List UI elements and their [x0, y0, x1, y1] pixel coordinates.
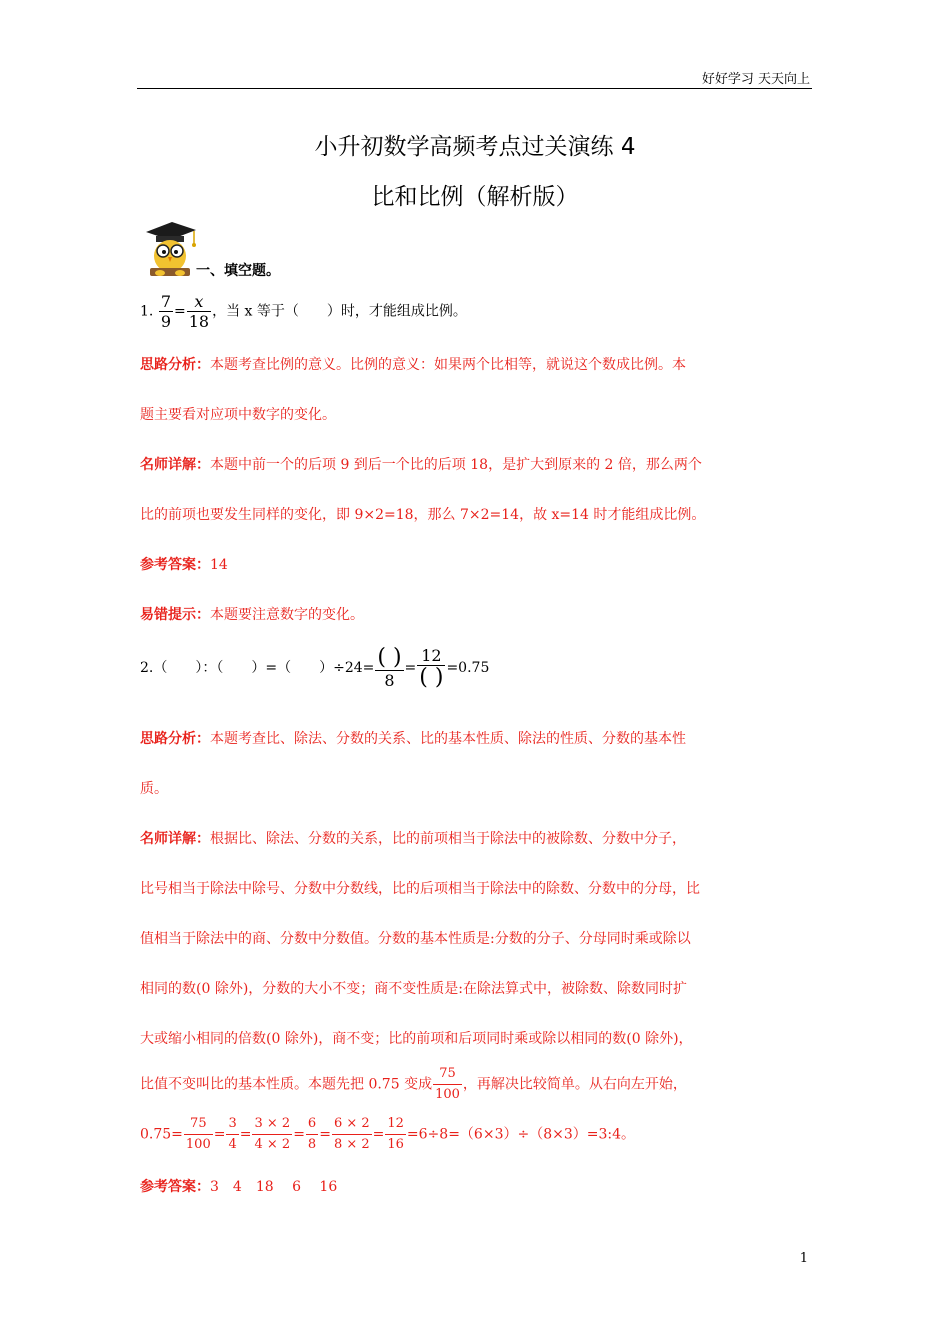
detail-line: 比号相当于除法中除号、分数中分数线，比的后项相当于除法中的除数、分数中的分母，比	[140, 881, 700, 897]
detail-line: 值相当于除法中的商、分数中分数值。分数的基本性质是:分数的分子、分母同时乘或除以	[140, 931, 691, 947]
document-subtitle: 比和比例（解析版）	[371, 184, 579, 210]
detail-line: 比的前项也要发生同样的变化，即 9×2=18，那么 7×2=14，故 x=14 时才能组成比例。	[140, 507, 706, 523]
fraction: $\frac{12}{16}$	[387, 1116, 404, 1152]
owl-mascot-icon	[138, 218, 198, 280]
fraction: $\frac{6}{8}$	[307, 1116, 317, 1152]
detail-line: 相同的数(0 除外)，分数的大小不变；商不变性质是:在除法算式中，被除数、除数同时扩	[140, 981, 687, 997]
fraction: $\frac{x}{18}$	[188, 292, 210, 331]
detail-line: 比值不变叫比的基本性质。本题先把 0.75 变成 $\frac{75}{100}$ ，再解决比较简单。从右向左开始，	[140, 1064, 687, 1105]
page-number: 1	[799, 1251, 808, 1266]
fraction: $\frac{3}{4}$	[228, 1116, 237, 1152]
fraction: $\frac{12}{( )}$	[419, 646, 444, 690]
question-text: 2.（ ）：（ ）=（ ）÷24=	[140, 660, 375, 676]
analysis-line: 题主要看对应项中数字的变化。	[140, 407, 336, 423]
document-title: 小升初数学高频考点过关演练 4	[314, 134, 636, 160]
fraction: $\frac{6 \times 2}{8 \times 2}$	[333, 1116, 370, 1152]
analysis-line: 思路分析：本题考查比、除法、分数的关系、比的基本性质、除法的性质、分数的基本性	[140, 731, 686, 747]
detail-line: 大或缩小相同的倍数(0 除外)，商不变；比的前项和后项同时乘或除以相同的数(0 除外)，	[140, 1031, 693, 1047]
fraction: $\frac{75}{100}$	[185, 1116, 211, 1152]
question-number: 1.	[140, 303, 154, 320]
detail-line: 名师详解：根据比、除法、分数的关系，比的前项相当于除法中的被除数、分数中分子，	[140, 831, 686, 847]
detail-line: 名师详解：本题中前一个的后项 9 到后一个比的后项 18，是扩大到原来的 2 倍，那么两个	[140, 457, 702, 473]
section-heading: 一、填空题。	[196, 263, 280, 279]
fraction: $\frac{( )}{8}$	[377, 645, 402, 690]
analysis-line: 思路分析：本题考查比例的意义。比例的意义：如果两个比相等，就说这个数成比例。本	[140, 357, 686, 373]
question-text: ，当 x 等于（ ）时，才能组成比例。	[212, 303, 467, 320]
fraction: $\frac{75}{100}$	[435, 1066, 460, 1102]
fraction: $\frac{3 \times 2}{4 \times 2}$	[254, 1116, 291, 1152]
tip-line: 易错提示：本题要注意数字的变化。	[140, 607, 364, 623]
calculation-line: 0.75= $\frac{75}{100}$ = $\frac{3}{4}$ = $\frac{3 \times 2}{4 \times 2}$ = $\frac{6}{8}$ = $\frac{6 \times 2}{8 \times 2}$ = $\frac{12}{16}$ =6÷8=（6×3）÷（8×3）=3:4。	[140, 1114, 635, 1155]
header-divider	[137, 88, 812, 89]
question-2: 2.（ ）：（ ）=（ ）÷24= $\frac{( )}{8}$ = $\frac{12}{( )}$ =0.75	[140, 645, 490, 690]
analysis-line: 质。	[140, 781, 168, 797]
answer-line: 参考答案：3 4 18 6 16	[140, 1179, 338, 1195]
fraction: $\frac{7}{9}$	[160, 292, 171, 331]
answer-line: 参考答案：14	[140, 557, 228, 573]
question-1: 1. $\frac{7}{9}$ = $\frac{x}{18}$ ，当 x 等于（ ）时，才能组成比例。	[140, 292, 467, 331]
header-text: 好好学习 天天向上	[701, 72, 810, 87]
